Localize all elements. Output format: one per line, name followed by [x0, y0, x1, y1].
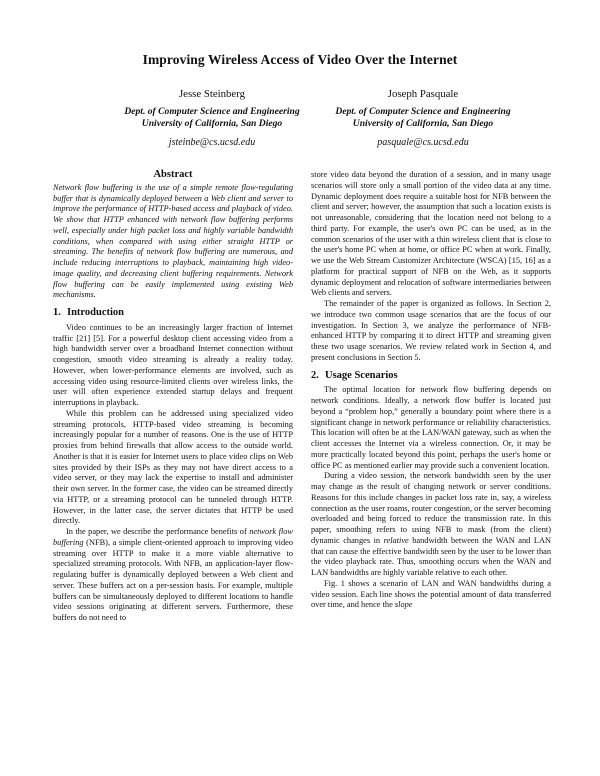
text-run: During a video session, the network bandwidth seen by the user may change as the result of changing network or server conditions. Reasons for this include changes in packet loss rate in, say, a wireless connection as the user roams, router congestion, or the server becoming overloaded and being forced to reduce the transmission rate. In this paper, smoothing refers to using NFB to mask (from the client) dynamic changes in [311, 471, 551, 545]
abstract-text: Network flow buffering is the use of a simple remote flow-regulating buffer that is dynamically deployed between a Web client and server to improve the performance of HTTP-based access and playback of video. We show that HTTP enhanced with network flow buffering performs well, especially under high packet loss and highly variable bandwidth conditions, when compared with using either straight HTTP or streaming. The benefits of network flow buffering are numerous, and include reducing interruptions to playback, maintaining high video-image quality, and decreasing client buffering requirements. Network flow buffering can be easily implemented using existing Web mechanisms. [53, 182, 293, 300]
emphasis-text: network flow buffering [53, 527, 293, 547]
author-name: Jesse Steinberg [178, 88, 246, 100]
paragraph [311, 579, 551, 611]
paragraph: store video data beyond the duration of a session, and in many usage scenarios will store only a small portion of the video data at any time. Dynamic deployment does require a suitable host for NFB between the client and server; however, the assumption that such a location exists is not unreasonable, considering that the location need not belong to a third party. For example, the user's own PC can be used, as in the common scenarios of the user with a thin wireless client that is close to the user's home PC when at home, or office PC when at work. Finally, we use the Web Stream Customizer Architecture (WSCA) [15, 16] as a platform for practical support of NFB on the Web, as it supports dynamic deployment and relocation of software intermediaries between Web clients and servers. [311, 170, 551, 298]
section-heading-introduction [53, 308, 293, 319]
paper-title: Improving Wireless Access of Video Over the Internet [142, 52, 458, 67]
section-number: 1. [53, 307, 61, 318]
paragraph: While this problem can be addressed using specialized video streaming protocols, HTTP-based video streaming is becoming increasingly popular for a number of reasons. One is the use of HTTP proxies from behind firewalls that allow access to the outside world. Another is that it is easier for Internet users to place video clips on Web sites provided by their ISPs as they may not have direct access to a video server, or they may lack the expertise to install and administer their own server. In the former case, the video can be streamed directly via HTTP, or a streaming protocol can be tunneled through HTTP. However, in the latter case, the server dictates that HTTP be used directly. [53, 408, 293, 526]
author-block-2 [298, 88, 548, 149]
author-email: pasquale@cs.ucsd.edu [377, 136, 469, 148]
author-univ: University of California, San Diego [352, 118, 494, 130]
text-run: (NFB), a simple client-oriented approach to improving video streaming over HTTP to make it a more viable alternative to specialized streaming protocols. With NFB, an application-layer flow-regulating buffer is dynamically deployed between a Web client and server. These buffers act on a per-session basis. For example, multiple buffers can be simultaneously deployed to different locations to handle video sessions originating at different servers. Furthermore, these buffers do not need to [53, 537, 293, 622]
author-email: jsteinbe@cs.ucsd.edu [168, 136, 256, 148]
author-dept: Dept. of Computer Science and Engineering [124, 106, 300, 118]
right-column [311, 170, 551, 611]
section-title: Introduction [67, 307, 124, 318]
paragraph: The remainder of the paper is organized as follows. In Section 2, we introduce two common usage scenarios that are the focus of our investigation. In Section 3, we analyze the performance of NFB-enhanced HTTP by comparing it to direct HTTP and streaming given these two usage scenarios. We review related work in Section 4, and present conclusions in Section 5. [311, 299, 551, 362]
paragraph: The optimal location for network flow buffering depends on network conditions. Ideally, a network flow buffer is located just beyond a “problem hop,” generally a boundary point where there is a significant change in network performance or reliability characteristics. This location will often be at the LAN/WAN gateway, such as when the client accesses the Internet via a wireless connection. Or, it may be more practically located beyond this point, perhaps the user's home or office PC as mentioned earlier may provide such a convenient location. [311, 385, 551, 470]
emphasis-text: slope [394, 600, 413, 610]
text-run: Fig. 1 shows a scenario of LAN and WAN bandwidths during a video session. Each line shows the potential amount of data transferred over time, and hence the [311, 578, 551, 610]
author-dept: Dept. of Computer Science and Engineering [335, 106, 511, 118]
author-univ: University of California, San Diego [141, 118, 283, 130]
paragraph: Video continues to be an increasingly larger fraction of Internet traffic [21] [5]. For a powerful desktop client accessing video from a high bandwidth server over a broadband Internet connection without congestion, smooth video streaming is already a reality today. However, when lower-performance elements are involved, such as accessing video using resource-limited clients over wireless links, the user will often experience extended startup delays and frequent interruptions in playback. [53, 322, 293, 407]
author-name: Joseph Pasquale [387, 88, 459, 100]
section-number: 2. [311, 369, 319, 381]
left-column [53, 170, 293, 624]
abstract-heading: Abstract [153, 169, 193, 180]
emphasis-text: relative [383, 535, 409, 545]
section-heading-usage-scenarios [311, 371, 551, 382]
text-run: In the paper, we describe the performance benefits of [66, 527, 250, 536]
text-run: bandwidth between the WAN and LAN that can cause the effective bandwidth seen by the user to be lower than the video playback rate. Thus, smoothing occurs when the WAN and LAN bandwidths are highly variable relative to each other. [311, 535, 551, 577]
paragraph [53, 527, 293, 624]
section-title: Usage Scenarios [325, 369, 398, 381]
paragraph [311, 471, 551, 579]
